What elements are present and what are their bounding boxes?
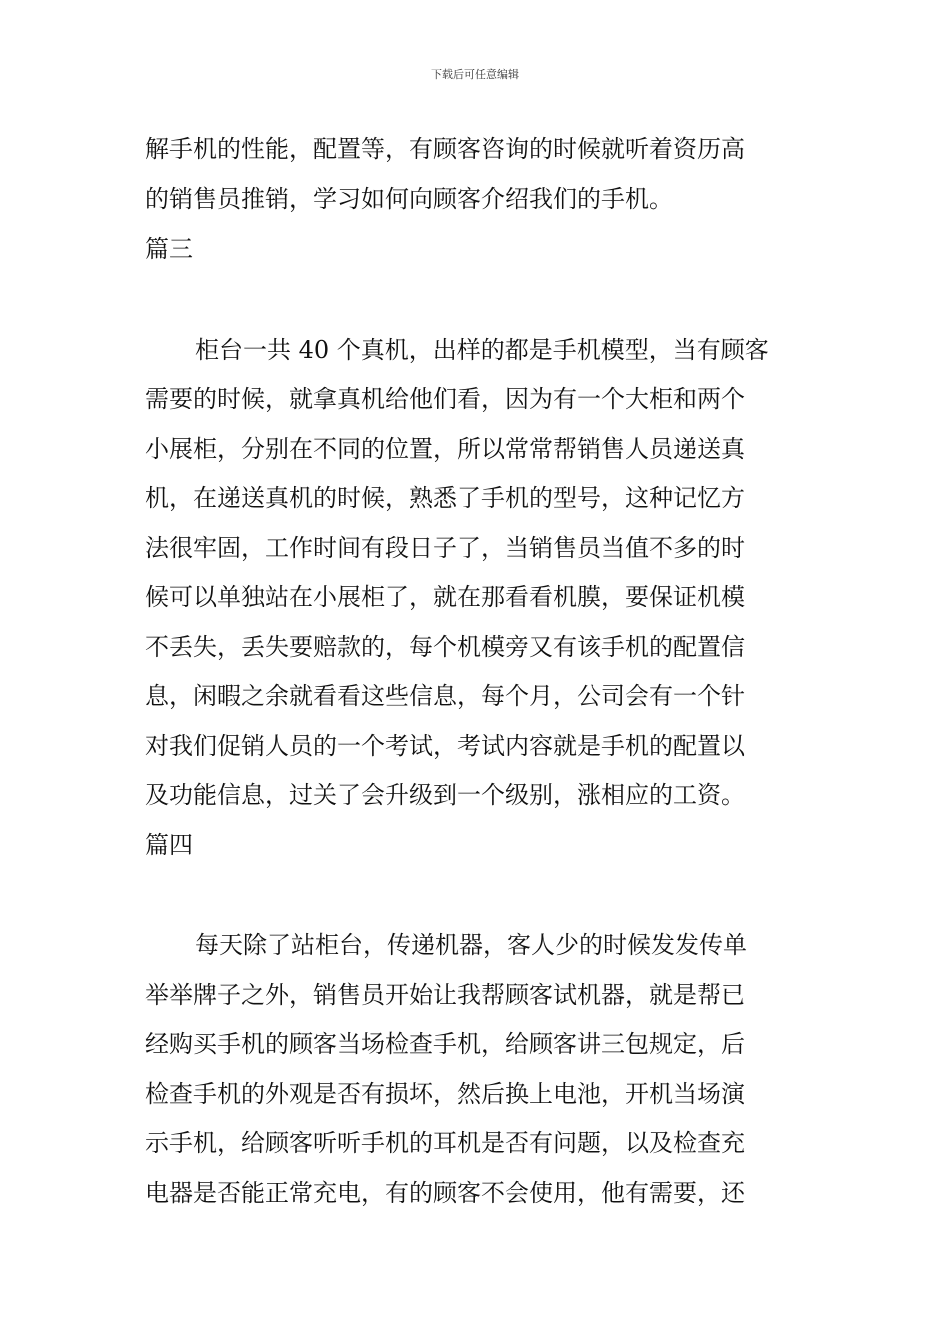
paragraph-line: 机，在递送真机的时候，熟悉了手机的型号，这种记忆方 <box>145 484 745 512</box>
paragraph-line: 法很牢固，工作时间有段日子了，当销售员当值不多的时 <box>145 534 745 562</box>
paragraph-line: 每天除了站柜台，传递机器，客人少的时候发发传单 <box>195 931 747 959</box>
paragraph-line: 经购买手机的顾客当场检查手机，给顾客讲三包规定，后 <box>145 1030 745 1058</box>
paragraph-line: 对我们促销人员的一个考试，考试内容就是手机的配置以 <box>145 732 745 760</box>
paragraph-line: 及功能信息，过关了会升级到一个级别，涨相应的工资。 <box>145 781 745 809</box>
paragraph-line: 需要的时候，就拿真机给他们看，因为有一个大柜和两个 <box>145 385 745 413</box>
paragraph-line: 柜台一共 40 个真机，出样的都是手机模型，当有顾客 <box>195 336 769 364</box>
paragraph-line: 示手机，给顾客听听手机的耳机是否有问题，以及检查充 <box>145 1129 745 1157</box>
section-heading: 篇三 <box>145 235 193 263</box>
paragraph-line: 检查手机的外观是否有损坏，然后换上电池，开机当场演 <box>145 1080 745 1108</box>
page-header: 下载后可任意编辑 <box>431 68 519 81</box>
paragraph-line: 不丢失，丢失要赔款的，每个机模旁又有该手机的配置信 <box>145 633 745 661</box>
paragraph-line: 的销售员推销，学习如何向顾客介绍我们的手机。 <box>145 185 673 213</box>
paragraph-line: 举举牌子之外，销售员开始让我帮顾客试机器，就是帮已 <box>145 981 745 1009</box>
paragraph-line: 解手机的性能，配置等，有顾客咨询的时候就听着资历高 <box>145 135 745 163</box>
paragraph-line: 电器是否能正常充电，有的顾客不会使用，他有需要，还 <box>145 1179 745 1207</box>
paragraph-line: 小展柜，分别在不同的位置，所以常常帮销售人员递送真 <box>145 435 745 463</box>
paragraph-line: 息，闲暇之余就看看这些信息，每个月，公司会有一个针 <box>145 682 745 710</box>
section-heading: 篇四 <box>145 831 193 859</box>
paragraph-line: 候可以单独站在小展柜了，就在那看看机膜，要保证机模 <box>145 583 745 611</box>
